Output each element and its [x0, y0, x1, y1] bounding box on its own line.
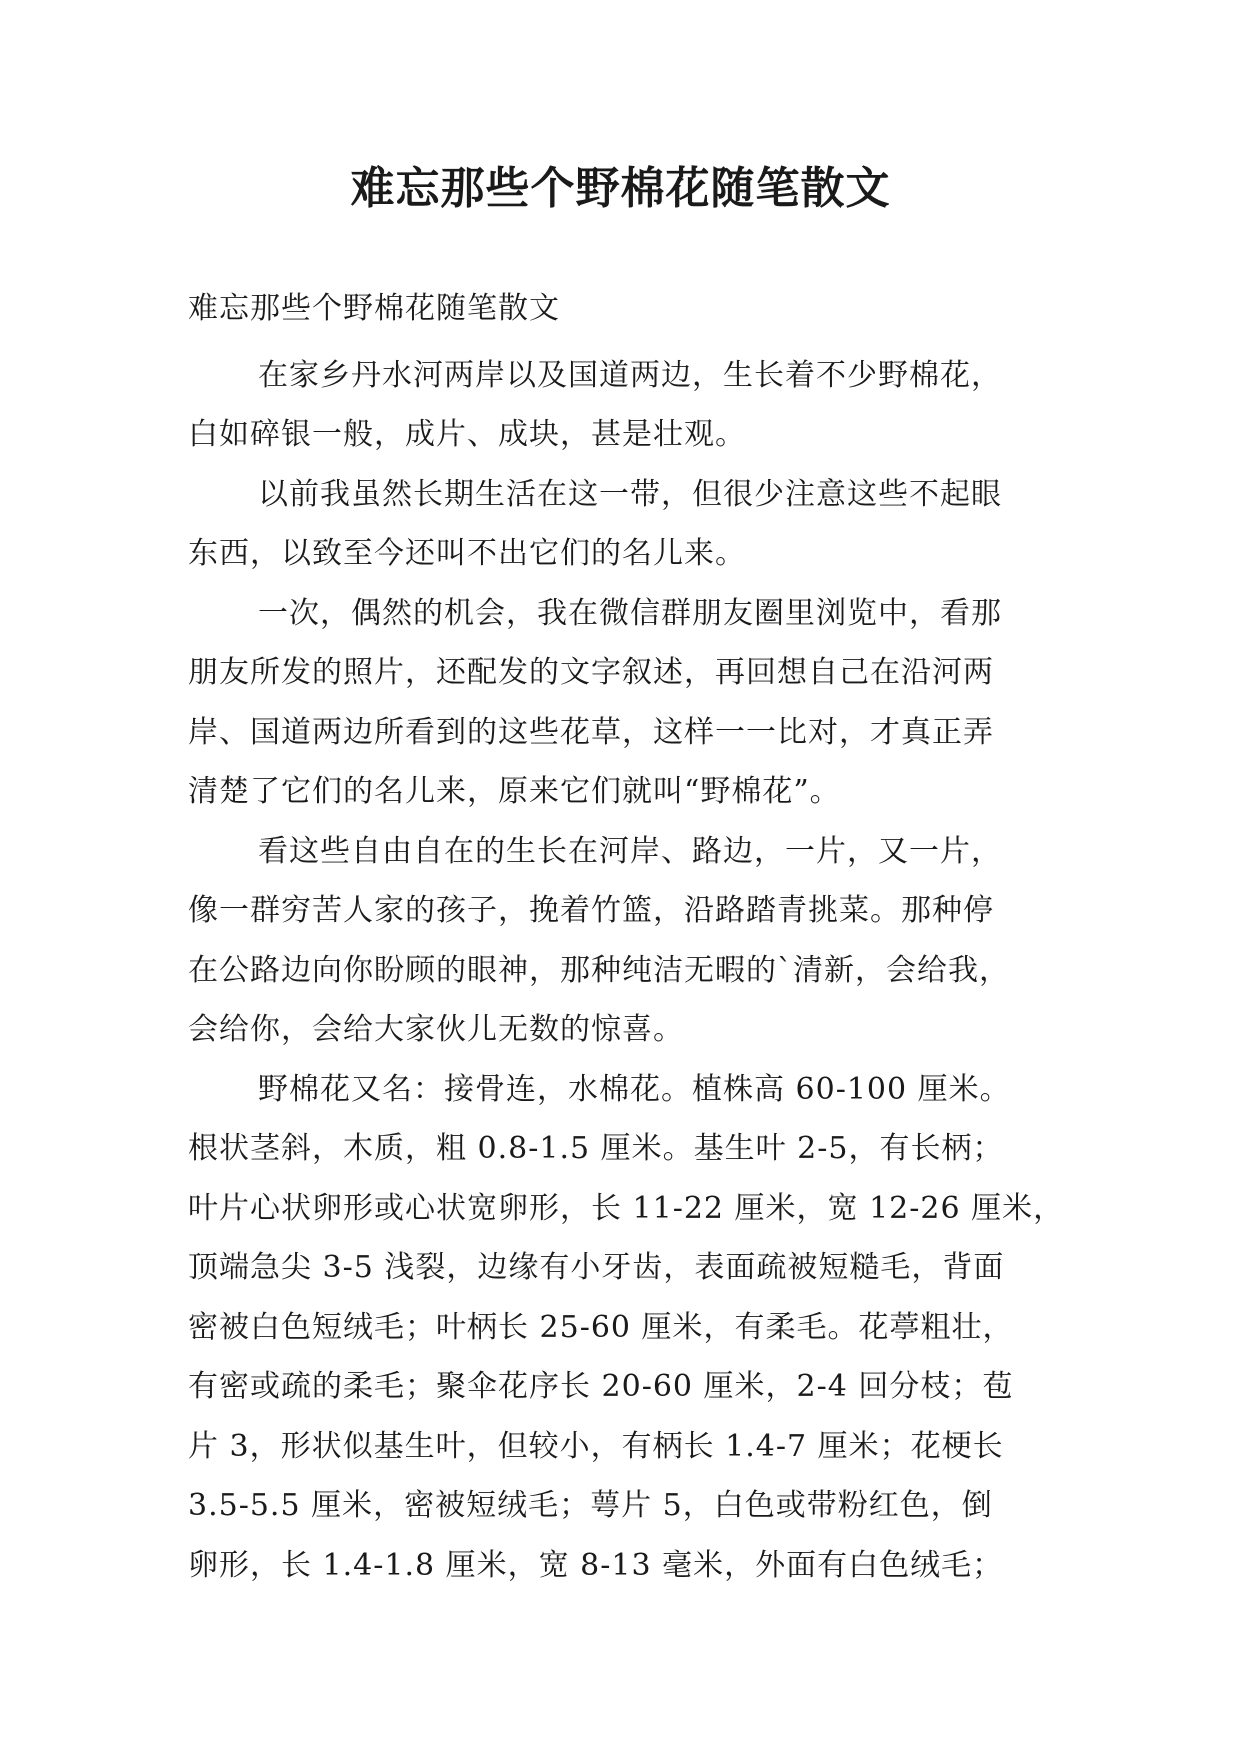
- text-line: 东西，以致至今还叫不出它们的名儿来。: [188, 536, 746, 571]
- text-line: 3.5-5.5 厘米，密被短绒毛；萼片 5，白色或带粉红色，倒: [188, 1488, 993, 1523]
- text-line: 片 3，形状似基生叶，但较小，有柄长 1.4-7 厘米；花梗长: [188, 1429, 1004, 1464]
- text-line: 顶端急尖 3-5 浅裂，边缘有小牙齿，表面疏被短糙毛，背面: [188, 1250, 1005, 1285]
- text-line: 清楚了它们的名儿来，原来它们就叫“野棉花”。: [188, 774, 841, 809]
- text-line: 在公路边向你盼顾的眼神，那种纯洁无暇的`清新，会给我，: [188, 953, 1010, 988]
- text-line: 白如碎银一般，成片、成块，甚是壮观。: [188, 417, 746, 452]
- text-line: 在家乡丹水河两岸以及国道两边，生长着不少野棉花，: [258, 358, 1002, 393]
- text-line: 看这些自由自在的生长在河岸、路边，一片，又一片，: [258, 834, 1002, 869]
- text-line: 像一群穷苦人家的孩子，挽着竹篮，沿路踏青挑菜。那种停: [188, 893, 994, 928]
- text-line: 有密或疏的柔毛；聚伞花序长 20-60 厘米，2-4 回分枝；苞: [188, 1369, 1014, 1404]
- document-title: 难忘那些个野棉花随笔散文: [350, 163, 891, 214]
- text-line: 会给你，会给大家伙儿无数的惊喜。: [188, 1012, 684, 1047]
- text-line: 以前我虽然长期生活在这一带，但很少注意这些不起眼: [258, 477, 1002, 512]
- text-line: 朋友所发的照片，还配发的文字叙述，再回想自己在沿河两: [188, 655, 994, 690]
- text-line: 密被白色短绒毛；叶柄长 25-60 厘米，有柔毛。花葶粗壮，: [188, 1310, 1014, 1345]
- text-line: 野棉花又名：接骨连，水棉花。植株高 60-100 厘米。: [258, 1072, 1011, 1107]
- text-line: 根状茎斜，木质，粗 0.8-1.5 厘米。基生叶 2-5，有长柄；: [188, 1131, 1004, 1166]
- text-line: 卵形，长 1.4-1.8 厘米，宽 8-13 毫米，外面有白色绒毛；: [188, 1548, 1004, 1583]
- text-line: 难忘那些个野棉花随笔散文: [188, 291, 560, 326]
- text-line: 岸、国道两边所看到的这些花草，这样一一比对，才真正弄: [188, 715, 994, 750]
- text-line: 一次，偶然的机会，我在微信群朋友圈里浏览中，看那: [258, 596, 1002, 631]
- text-line: 叶片心状卵形或心状宽卵形，长 11-22 厘米，宽 12-26 厘米，: [188, 1191, 1065, 1226]
